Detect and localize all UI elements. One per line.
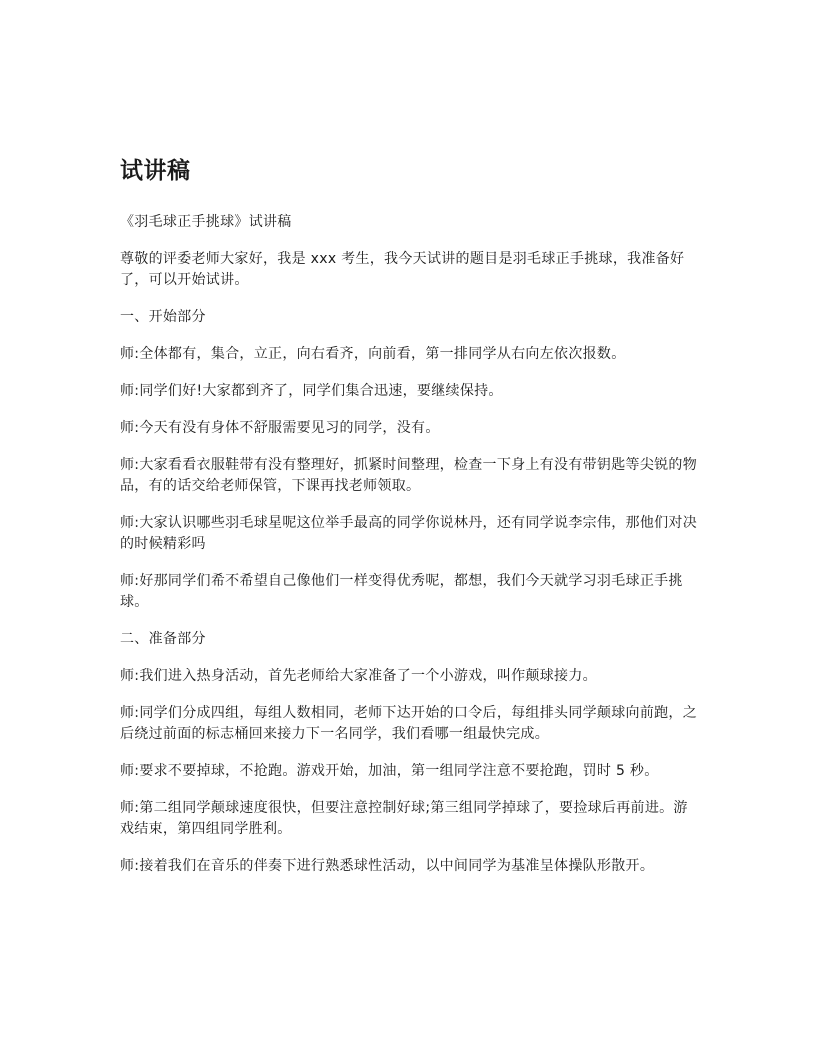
- paragraph: 师:大家认识哪些羽毛球星呢这位举手最高的同学你说林丹，还有同学说李宗伟，那他们对决的时候精彩吗: [120, 515, 698, 552]
- paragraph: 师:今天有没有身体不舒服需要见习的同学，没有。: [120, 420, 440, 436]
- paragraph: 师:大家看看衣服鞋带有没有整理好，抓紧时间整理，检查一下身上有没有带钥匙等尖锐的物品，有的话交给老师保管，下课再找老师领取。: [120, 457, 698, 494]
- paragraph: 师:要求不要掉球，不抢跑。游戏开始，加油，第一组同学注意不要抢跑，罚时 5 秒。: [120, 763, 659, 779]
- paragraph: 师:第二组同学颠球速度很快，但要注意控制好球;第三组同学掉球了，要捡球后再前进。游戏结束，第四组同学胜利。: [120, 800, 688, 837]
- paragraph: 师:全体都有，集合，立正，向右看齐，向前看，第一排同学从右向左依次报数。: [120, 346, 626, 362]
- paragraph: 师:同学们好!大家都到齐了，同学们集合迅速，要继续保持。: [120, 383, 503, 399]
- paragraph-greeting: 尊敬的评委老师大家好，我是 xxx 考生，我今天试讲的题目是羽毛球正手挑球，我准备好了，可以开始试讲。: [120, 251, 685, 288]
- paragraph: 师:接着我们在音乐的伴奏下进行熟悉球性活动，以中间同学为基准呈体操队形散开。: [120, 858, 655, 874]
- section-heading-start: 一、开始部分: [120, 309, 206, 325]
- paragraph: 师:同学们分成四组，每组人数相同，老师下达开始的口令后，每组排头同学颠球向前跑，之后绕过前面的标志桶回来接力下一名同学，我们看哪一组最快完成。: [120, 705, 698, 742]
- document-subtitle: 《羽毛球正手挑球》试讲稿: [120, 214, 292, 230]
- document-title: 试讲稿: [120, 158, 191, 184]
- section-heading-prep: 二、准备部分: [120, 631, 206, 647]
- paragraph: 师:我们进入热身活动，首先老师给大家准备了一个小游戏，叫作颠球接力。: [120, 668, 597, 684]
- paragraph: 师:好那同学们希不希望自己像他们一样变得优秀呢，都想，我们今天就学习羽毛球正手挑球。: [120, 573, 683, 610]
- document-page: [120, 150, 700, 893]
